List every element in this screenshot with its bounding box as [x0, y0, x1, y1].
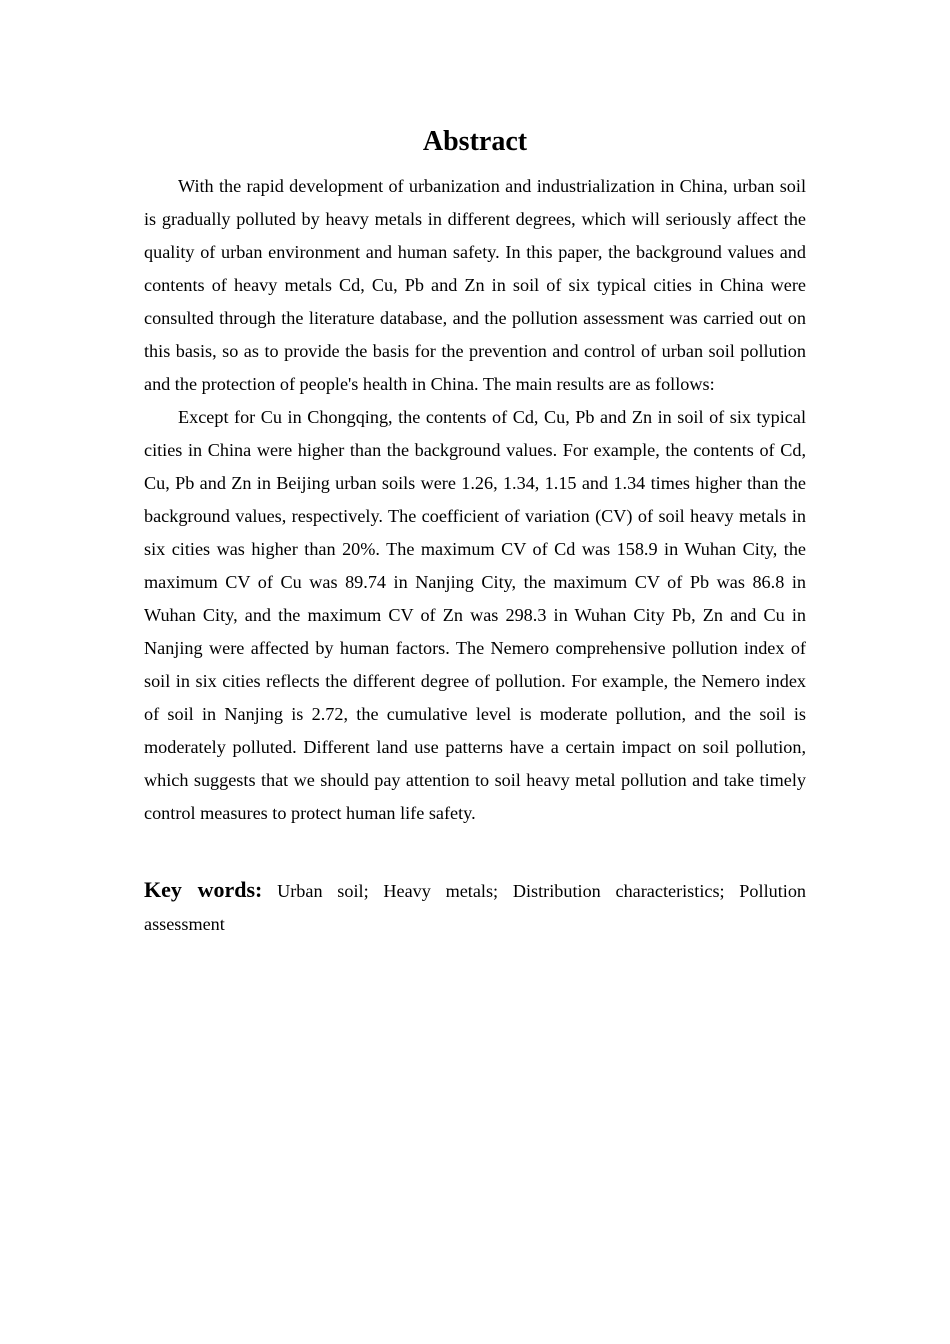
keywords-text: Urban soil; Heavy metals; Distribution characteristics; Pollution assessment [144, 881, 807, 934]
keywords-section [144, 873, 806, 941]
keywords-label: Key words: [144, 877, 263, 902]
abstract-page [144, 124, 806, 941]
abstract-paragraph-2: Except for Cu in Chongqing, the contents of Cd, Cu, Pb and Zn in soil of six typical cities in China were higher than the background values. For example, the contents of Cd, Cu, Pb and Zn in Beijing urban soils were 1.26, 1.34, 1.15 and 1.34 times higher than the background values, respectively. The coefficient of variation (CV) of soil heavy metals in six cities was higher than 20%. The maximum CV of Cd was 158.9 in Wuhan City, the maximum CV of Cu was 89.74 in Nanjing City, the maximum CV of Pb was 86.8 in Wuhan City, and the maximum CV of Zn was 298.3 in Wuhan City Pb, Zn and Cu in Nanjing were affected by human factors. The Nemero comprehensive pollution index of soil in six cities reflects the different degree of pollution. For example, the Nemero index of soil in Nanjing is 2.72, the cumulative level is moderate pollution, and the soil is moderately polluted. Different land use patterns have a certain impact on soil pollution, which suggests that we should pay attention to soil heavy metal pollution and take timely control measures to protect human life safety. [144, 407, 806, 823]
abstract-paragraph-1: With the rapid development of urbanization and industrialization in China, urban soil is gradually polluted by heavy metals in different degrees, which will seriously affect the quality of urban environment and human safety. In this paper, the background values and contents of heavy metals Cd, Cu, Pb and Zn in soil of six typical cities in China were consulted through the literature database, and the pollution assessment was carried out on this basis, so as to provide the basis for the prevention and control of urban soil pollution and the protection of people's health in China. The main results are as follows: [144, 176, 806, 394]
abstract-title: Abstract [422, 126, 528, 157]
